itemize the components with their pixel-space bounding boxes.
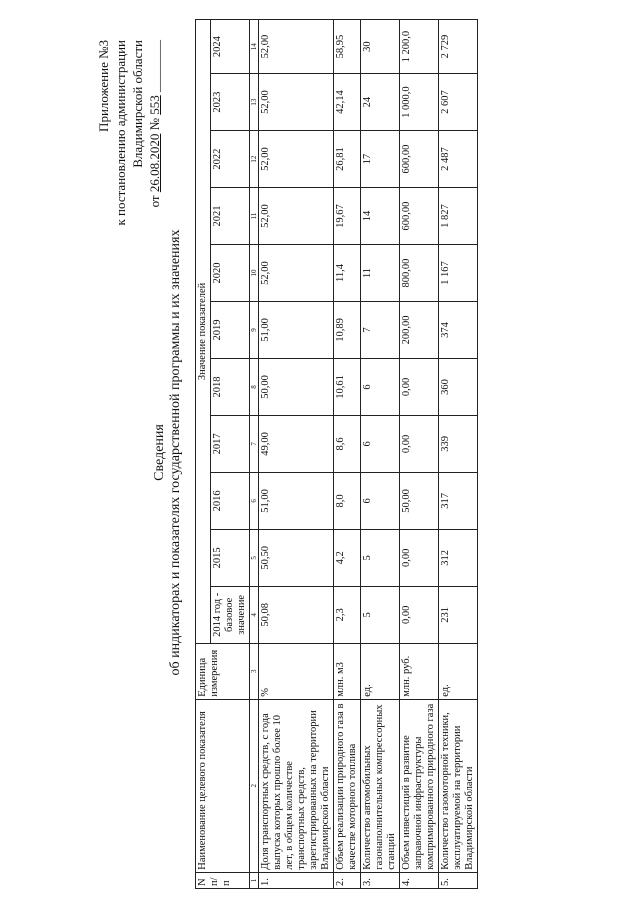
column-number: 8 xyxy=(250,358,259,415)
value-cell: 51,00 xyxy=(259,472,334,529)
value-cell: 200,00 xyxy=(400,301,439,358)
value-cell: 42,14 xyxy=(334,74,361,131)
column-number: 9 xyxy=(250,301,259,358)
row-number: 1. xyxy=(259,872,334,888)
header-values: Значение показателей xyxy=(196,20,211,644)
value-cell: 5 xyxy=(361,529,400,586)
column-number: 10 xyxy=(250,245,259,302)
value-cell: 360 xyxy=(439,358,478,415)
document-number: 553 xyxy=(147,95,162,115)
date-prefix: от xyxy=(147,195,162,208)
value-cell: 24 xyxy=(361,74,400,131)
value-cell: 2 487 xyxy=(439,131,478,188)
header-name: Наименование целевого показателя xyxy=(196,699,250,872)
value-cell: 800,00 xyxy=(400,245,439,302)
value-cell: 2,3 xyxy=(334,586,361,643)
value-cell: 52,00 xyxy=(259,131,334,188)
year-header: 2020 xyxy=(211,245,250,302)
appendix-line2: к постановлению администрации xyxy=(113,40,128,226)
value-cell: 17 xyxy=(361,131,400,188)
header-unit: Единица измерения xyxy=(196,643,250,699)
value-cell: 1 000,0 xyxy=(400,74,439,131)
value-cell: 11 xyxy=(361,245,400,302)
value-cell: 8,6 xyxy=(334,415,361,472)
value-cell: 2 607 xyxy=(439,74,478,131)
indicator-name: Количество газомоторной техники, эксплуатируемой на территории Владимирской области xyxy=(439,699,478,872)
year-header: 2019 xyxy=(211,301,250,358)
value-cell: 231 xyxy=(439,586,478,643)
unit-cell: ед. xyxy=(439,643,478,699)
value-cell: 10,89 xyxy=(334,301,361,358)
value-cell: 0,00 xyxy=(400,415,439,472)
value-cell: 49,00 xyxy=(259,415,334,472)
value-cell: 52,00 xyxy=(259,245,334,302)
column-number: 6 xyxy=(250,472,259,529)
value-cell: 19,67 xyxy=(334,188,361,245)
value-cell: 52,00 xyxy=(259,20,334,74)
column-number: 4 xyxy=(250,586,259,643)
title-line2: об индикаторах и показателях государственной программы и их значениях xyxy=(168,229,183,676)
value-cell: 8,0 xyxy=(334,472,361,529)
appendix-date-line: от 26.08.2020 № 553 ________ xyxy=(147,40,162,208)
indicators-table xyxy=(195,19,478,889)
value-cell: 0,00 xyxy=(400,529,439,586)
document-date: 26.08.2020 xyxy=(147,133,162,193)
header-num: N п/п xyxy=(196,872,250,888)
indicator-name: Объем реализации природного газа в качестве моторного топлива xyxy=(334,699,361,872)
value-cell: 6 xyxy=(361,358,400,415)
column-number: 5 xyxy=(250,529,259,586)
unit-cell: млн. м3 xyxy=(334,643,361,699)
column-number: 7 xyxy=(250,415,259,472)
value-cell: 1 200,0 xyxy=(400,20,439,74)
value-cell: 58,95 xyxy=(334,20,361,74)
value-cell: 2 729 xyxy=(439,20,478,74)
title-line1: Сведения xyxy=(152,424,167,481)
value-cell: 7 xyxy=(361,301,400,358)
value-cell: 0,00 xyxy=(400,358,439,415)
table-row xyxy=(400,20,439,889)
value-cell: 51,00 xyxy=(259,301,334,358)
unit-cell: млн. руб. xyxy=(400,643,439,699)
value-cell: 4,2 xyxy=(334,529,361,586)
value-cell: 10,61 xyxy=(334,358,361,415)
column-number: 12 xyxy=(250,131,259,188)
value-cell: 50,08 xyxy=(259,586,334,643)
value-cell: 50,00 xyxy=(259,358,334,415)
appendix-line3: Владимирской области xyxy=(130,40,145,168)
table-row xyxy=(439,20,478,889)
value-cell: 1 827 xyxy=(439,188,478,245)
value-cell: 600,00 xyxy=(400,188,439,245)
value-cell: 30 xyxy=(361,20,400,74)
row-number: 4. xyxy=(400,872,439,888)
column-number: 13 xyxy=(250,74,259,131)
number-sign: № xyxy=(147,118,162,131)
table-row xyxy=(334,20,361,889)
value-cell: 52,00 xyxy=(259,188,334,245)
value-cell: 11,4 xyxy=(334,245,361,302)
year-header: 2018 xyxy=(211,358,250,415)
value-cell: 50,00 xyxy=(400,472,439,529)
value-cell: 312 xyxy=(439,529,478,586)
year-header: 2021 xyxy=(211,188,250,245)
table-row xyxy=(259,20,334,889)
value-cell: 374 xyxy=(439,301,478,358)
value-cell: 52,00 xyxy=(259,74,334,131)
year-header: 2017 xyxy=(211,415,250,472)
value-cell: 0,00 xyxy=(400,586,439,643)
year-header: 2015 xyxy=(211,529,250,586)
unit-cell: ед. xyxy=(361,643,400,699)
value-cell: 339 xyxy=(439,415,478,472)
value-cell: 317 xyxy=(439,472,478,529)
value-cell: 600,00 xyxy=(400,131,439,188)
appendix-label: Приложение №3 xyxy=(96,40,111,132)
column-number: 2 xyxy=(250,699,259,872)
year-header: 2023 xyxy=(211,74,250,131)
column-number: 3 xyxy=(250,643,259,699)
value-cell: 6 xyxy=(361,472,400,529)
row-number: 3. xyxy=(361,872,400,888)
column-number: 11 xyxy=(250,188,259,245)
value-cell: 1 167 xyxy=(439,245,478,302)
value-cell: 26,81 xyxy=(334,131,361,188)
row-number: 5. xyxy=(439,872,478,888)
year-header: 2016 xyxy=(211,472,250,529)
value-cell: 14 xyxy=(361,188,400,245)
year-header: 2024 xyxy=(211,20,250,74)
value-cell: 6 xyxy=(361,415,400,472)
indicator-name: Количество автомобильных газонаполнительных компрессорных станций xyxy=(361,699,400,872)
column-number: 14 xyxy=(250,20,259,74)
indicator-name: Доля транспортных средств, с года выпуска которых прошло более 10 лет, в общем количестве транспортных средств, зарегистрированных на территории Владимирской области xyxy=(259,699,334,872)
row-number: 2. xyxy=(334,872,361,888)
unit-cell: % xyxy=(259,643,334,699)
year-header: 2022 xyxy=(211,131,250,188)
value-cell: 50,50 xyxy=(259,529,334,586)
column-number: 1 xyxy=(250,872,259,888)
indicator-name: Объем инвестиций в развитие заправочной инфраструктуры компримированного природного газа xyxy=(400,699,439,872)
table-row xyxy=(361,20,400,889)
year-header: 2014 год - базовое значение xyxy=(211,586,250,643)
value-cell: 5 xyxy=(361,586,400,643)
